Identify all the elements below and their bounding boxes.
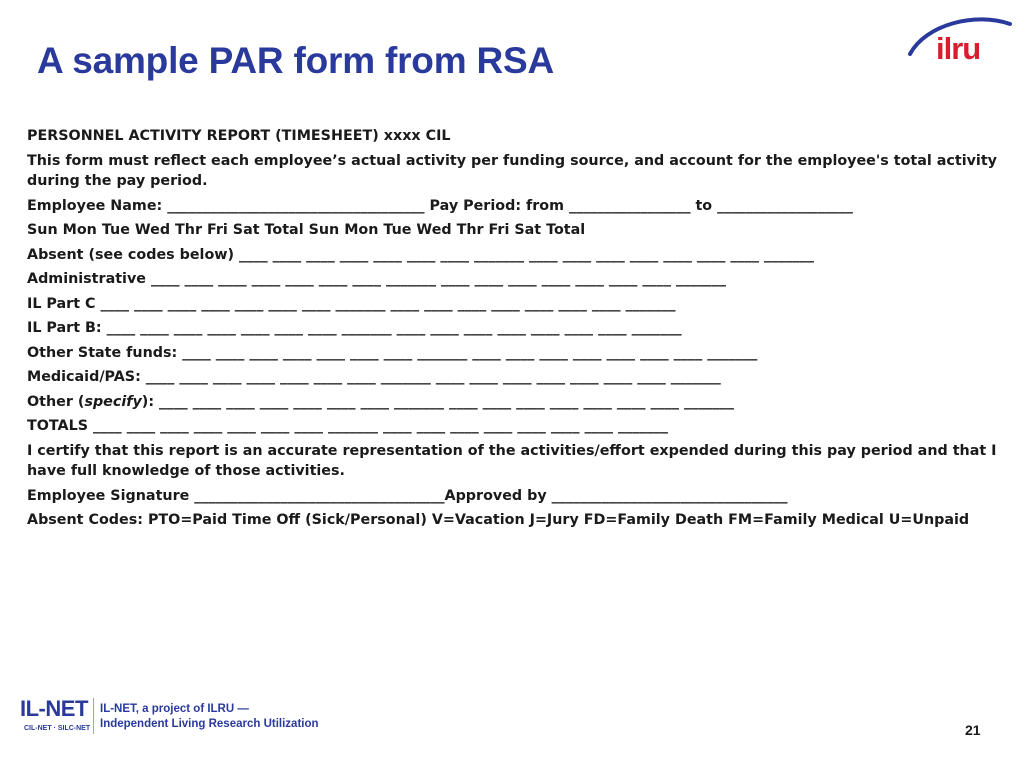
medicaid-line: Medicaid/PAS: ____ ____ ____ ____ ____ ____ ____ _______ ____ ____ ____ ____ ____ ____ ____ _______ [27,369,721,385]
other-specify: specify [84,393,142,410]
il-part-c-line: IL Part C ____ ____ ____ ____ ____ ____ ____ _______ ____ ____ ____ ____ ____ ____ ____ _______ [27,295,676,312]
days-header: Sun Mon Tue Wed Thr Fri Sat Total Sun Mon Tue Wed Thr Fri Sat Total [27,222,586,238]
il-net-footer-logo [20,696,320,740]
slide-title: A sample PAR form from RSA [37,40,554,81]
il-net-brand: IL-NET [20,696,88,721]
other-prefix: Other ( [27,393,85,410]
footer-divider [93,698,94,734]
certify-statement: I certify that this report is an accurate representation of the activities/effort expended during this pay period and that I have full knowledge of those activities. [27,442,997,479]
other-state-funds-line: Other State funds: ____ ____ ____ ____ ____ ____ ____ _______ ____ ____ ____ ____ ____ ____ ____ _______ [27,344,758,361]
footer-tagline [100,702,319,732]
logo-text: ilru [936,31,981,66]
footer-tagline-line-1: IL-NET, a project of ILRU — [100,703,249,715]
ilru-logo [906,14,1012,72]
footer-tagline-line-2: Independent Living Research Utilization [100,718,319,730]
form-intro: This form must reflect each employee’s actual activity per funding source, and account for the employee's total activity during the pay period. [27,152,997,189]
totals-line: TOTALS ____ ____ ____ ____ ____ ____ ____ _______ ____ ____ ____ ____ ____ ____ ____ _______ [27,418,669,434]
absent-codes: Absent Codes: PTO=Paid Time Off (Sick/Personal) V=Vacation J=Jury FD=Family Death FM=Family Medical U=Unpaid [27,512,970,528]
par-form [27,126,1012,535]
il-net-subbrand: CIL-NET · SILC-NET [24,725,91,732]
signature-line: Employee Signature ___________________________________Approved by _________________________________ [27,487,788,504]
page-number: 21 [965,722,981,738]
administrative-line: Administrative ____ ____ ____ ____ ____ ____ ____ _______ ____ ____ ____ ____ ____ ____ ____ _______ [27,271,726,287]
form-heading: PERSONNEL ACTIVITY REPORT (TIMESHEET) xxxx CIL [27,128,451,144]
il-part-b-line: IL Part B: ____ ____ ____ ____ ____ ____ ____ _______ ____ ____ ____ ____ ____ ____ ____ _______ [27,320,682,336]
other-suffix: ): ____ ____ ____ ____ ____ ____ ____ _______ ____ ____ ____ ____ ____ ____ ____ _______ [141,393,735,410]
absent-line: Absent (see codes below) ____ ____ ____ ____ ____ ____ ____ _______ ____ ____ ____ ____ ____ ____ ____ _______ [27,246,815,263]
employee-line: Employee Name: ____________________________________ Pay Period: from _________________ to ___________________ [27,197,853,214]
other-line [27,392,1012,413]
